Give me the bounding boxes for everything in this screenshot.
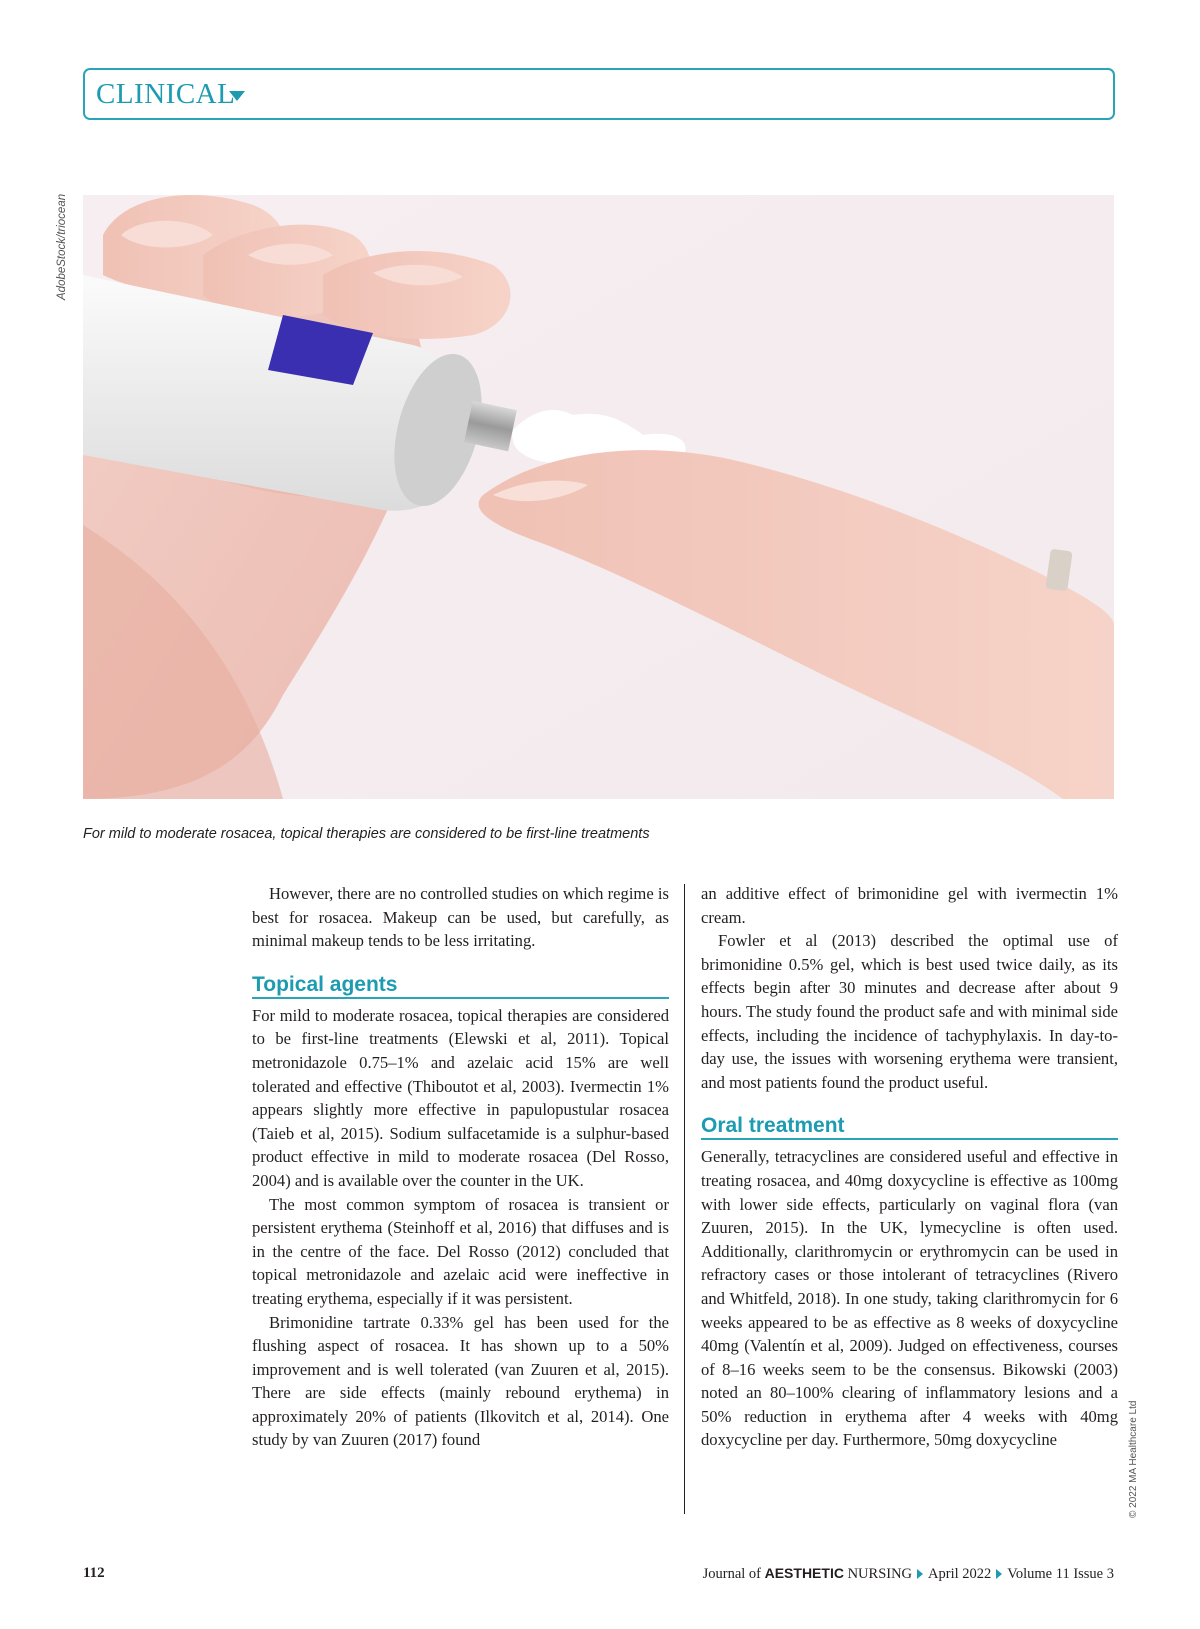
paragraph: Fowler et al (2013) described the optimal use of brimonidine 0.5% gel, which is best used twice daily, as its effects begin after 30 minutes and decrease after about 9 hours. The study found the product safe and with minimal side effects, including the incidence of tachyphylaxis. In day-to-day use, the issues with worsening erythema were transient, and most patients found the product useful.: [701, 931, 1118, 1092]
paragraph: an additive effect of brimonidine gel with ivermectin 1% cream.: [701, 884, 1118, 927]
article-photo: [83, 195, 1114, 799]
triangle-right-icon: [917, 1569, 923, 1579]
journal-footer: [703, 1563, 1114, 1584]
article-column-right: [701, 882, 1118, 1452]
section-heading-oral-treatment: Oral treatment: [701, 1114, 1118, 1140]
triangle-right-icon: [996, 1569, 1002, 1579]
triangle-down-icon: [229, 91, 245, 101]
journal-prefix: Journal of: [702, 1566, 765, 1582]
journal-suffix: NURSING: [843, 1566, 913, 1582]
section-header-box: [83, 68, 1115, 120]
paragraph: For mild to moderate rosacea, topical therapies are considered to be first-line treatments (Elewski et al, 2011). Topical metronidazole 0.75–1% and azelaic acid 15% are well tolerated and effective (Thiboutot et al, 2003). Ivermectin 1% appears slightly more effective in papulopustular rosacea (Taieb et al, 2015). Sodium sulfacetamide is a sulphur-based product effective in mild to moderate rosacea (Del Rosso, 2004) and is available over the counter in the UK.: [252, 1005, 669, 1190]
column-divider: [684, 884, 685, 1514]
paragraph: However, there are no controlled studies on which regime is best for rosacea. Makeup can be used, but carefully, as minimal makeup tends to be less irritating.: [252, 884, 669, 951]
section-heading-topical-agents: Topical agents: [252, 973, 669, 999]
paragraph: Brimonidine tartrate 0.33% gel has been used for the flushing aspect of rosacea. It has shown up to a 50% improvement and is well tolerated (van Zuuren et al, 2015). There are side effects (mainly rebound erythema) in approximately 20% of patients (Ilkovitch et al, 2014). One study by van Zuuren (2017) found: [252, 1312, 669, 1450]
photo-credit: AdobeStock/triocean: [56, 193, 68, 300]
issue-volume: Volume 11 Issue 3: [1007, 1566, 1114, 1582]
paragraph: Generally, tetracyclines are considered useful and effective in treating rosacea, and 40mg doxycycline is effective as 100mg with lower side effects, particularly on vaginal flora (van Zuuren, 2015). In the UK, lymecycline is often used. Additionally, clarithromycin or erythromycin can be used in refractory cases or those intolerant of tetracyclines (Rivero and Whitfeld, 2018). In one study, taking clarithromycin for 6 weeks appeared to be as effective as 8 weeks of doxycycline 40mg (Valentín et al, 2009). Judged on effectiveness, courses of 8–16 weeks seem to be the consensus. Bikowski (2003) noted an 80–100% clearing of inflammatory lesions and a 50% reduction in erythema after 4 weeks with 40mg doxycycline per day. Furthermore, 50mg doxycycline: [701, 1147, 1118, 1450]
article-column-left: [252, 882, 669, 1452]
journal-brand: AESTHETIC: [764, 1565, 844, 1581]
issue-date: April 2022: [928, 1566, 992, 1582]
section-label: CLINICAL: [96, 78, 236, 110]
photo-illustration: [83, 195, 1114, 799]
page-number: 112: [83, 1565, 105, 1581]
figure-caption: For mild to moderate rosacea, topical therapies are considered to be first-line treatments: [83, 826, 650, 842]
copyright-notice: © 2022 MA Healthcare Ltd: [1128, 1400, 1139, 1518]
paragraph: The most common symptom of rosacea is transient or persistent erythema (Steinhoff et al, 2016) that diffuses and is in the centre of the face. Del Rosso (2012) concluded that topical metronidazole and azelaic acid were ineffective in treating erythema, especially if it was persistent.: [252, 1194, 669, 1308]
